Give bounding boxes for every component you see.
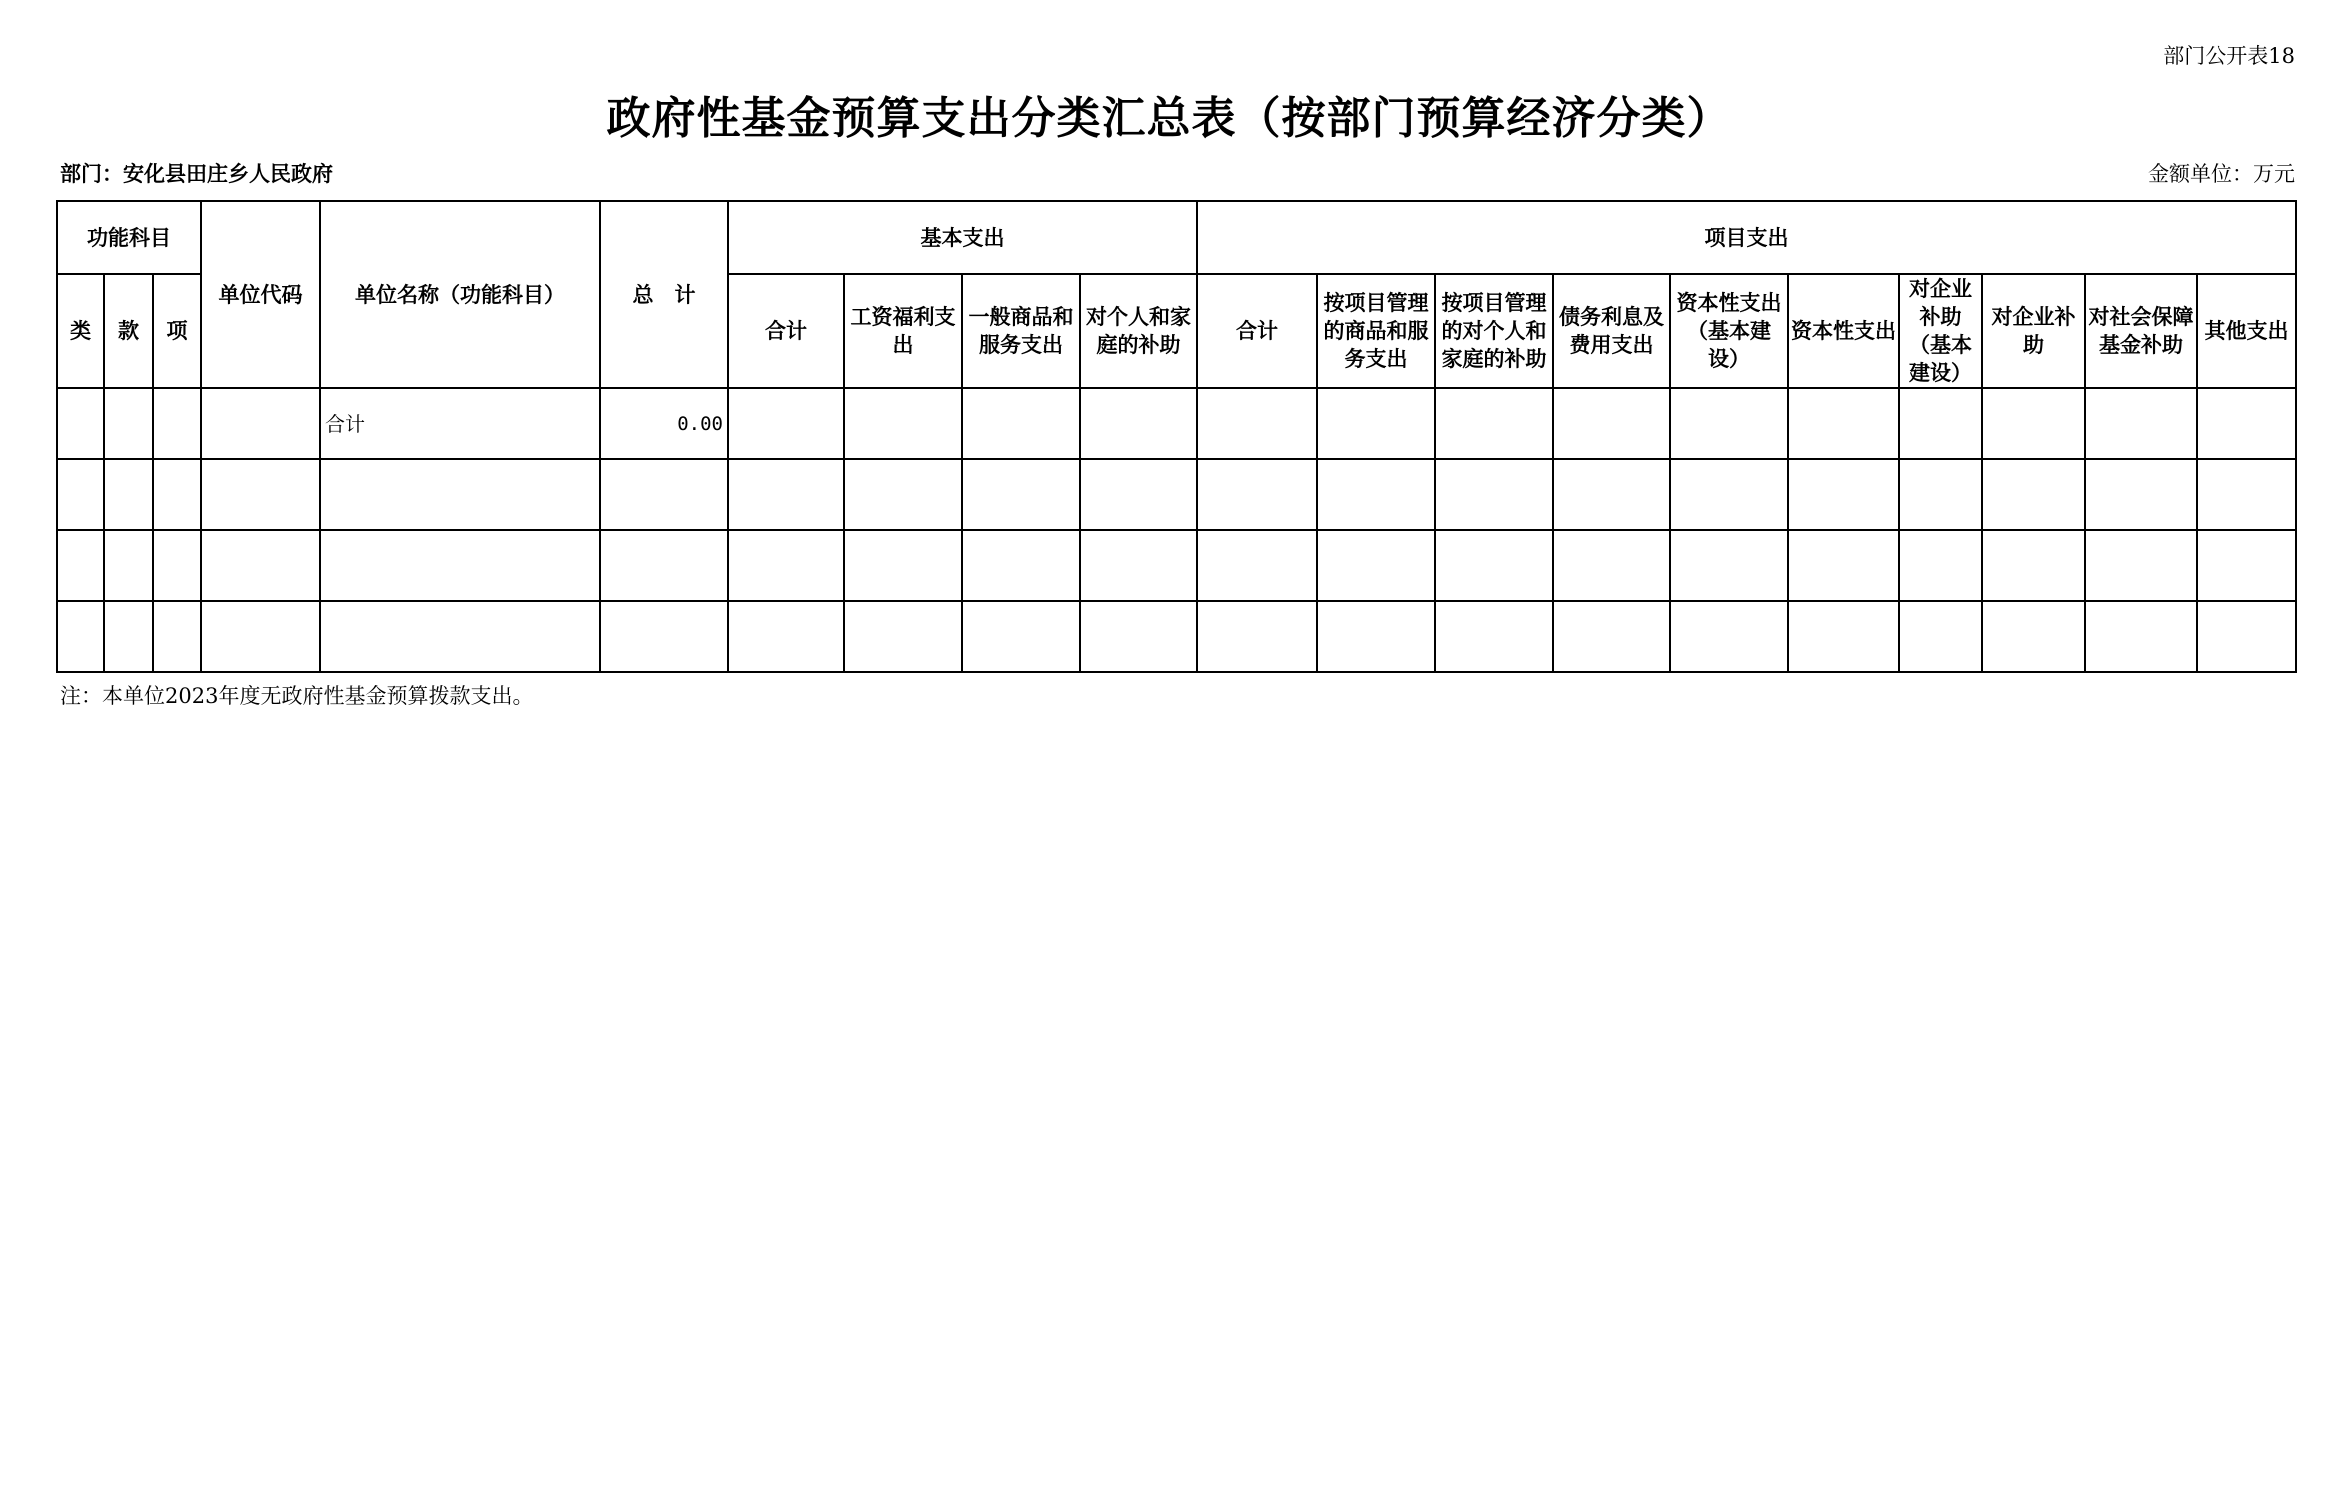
cell-empty bbox=[2197, 388, 2296, 459]
cell-empty bbox=[1197, 388, 1317, 459]
cell-unit-code bbox=[201, 530, 320, 601]
cell-unit-name bbox=[320, 530, 600, 601]
cell-lei bbox=[57, 459, 104, 530]
header-total: 总 计 bbox=[600, 201, 728, 388]
header-proj-individual: 按项目管理的对个人和家庭的补助 bbox=[1435, 274, 1553, 388]
cell-empty bbox=[1435, 388, 1553, 459]
cell-empty bbox=[2085, 388, 2197, 459]
cell-kuan bbox=[104, 459, 153, 530]
cell-lei bbox=[57, 530, 104, 601]
cell-empty bbox=[1080, 601, 1197, 672]
cell-empty bbox=[1553, 530, 1670, 601]
header-unit-name: 单位名称（功能科目） bbox=[320, 201, 600, 388]
cell-empty bbox=[1982, 530, 2085, 601]
cell-empty bbox=[1670, 388, 1788, 459]
header-lei: 类 bbox=[57, 274, 104, 388]
header-basic-expenditure: 基本支出 bbox=[728, 201, 1197, 274]
header-enterprise-basic: 对企业补助（基本建设） bbox=[1899, 274, 1982, 388]
cell-xiang bbox=[153, 459, 201, 530]
expenditure-table bbox=[56, 200, 2297, 673]
cell-empty bbox=[2197, 530, 2296, 601]
cell-empty bbox=[1317, 388, 1435, 459]
header-project-expenditure: 项目支出 bbox=[1197, 201, 2296, 274]
header-row-1 bbox=[57, 201, 2296, 274]
header-other: 其他支出 bbox=[2197, 274, 2296, 388]
cell-empty bbox=[1435, 530, 1553, 601]
amount-unit-label: 金额单位：万元 bbox=[2148, 162, 2295, 186]
cell-empty bbox=[1982, 601, 2085, 672]
cell-lei bbox=[57, 388, 104, 459]
header-enterprise: 对企业补助 bbox=[1982, 274, 2085, 388]
cell-empty bbox=[2197, 601, 2296, 672]
cell-empty bbox=[1899, 388, 1982, 459]
header-capital-basic: 资本性支出（基本建设） bbox=[1670, 274, 1788, 388]
header-basic-subtotal: 合计 bbox=[728, 274, 844, 388]
cell-empty bbox=[844, 601, 962, 672]
cell-empty bbox=[2085, 601, 2197, 672]
header-func-subject: 功能科目 bbox=[57, 201, 201, 274]
cell-empty bbox=[1670, 601, 1788, 672]
cell-empty bbox=[1317, 459, 1435, 530]
cell-empty bbox=[844, 459, 962, 530]
header-proj-goods-services: 按项目管理的商品和服务支出 bbox=[1317, 274, 1435, 388]
table-row bbox=[57, 601, 2296, 672]
cell-xiang bbox=[153, 601, 201, 672]
header-xiang: 项 bbox=[153, 274, 201, 388]
cell-empty bbox=[1670, 459, 1788, 530]
header-salary: 工资福利支出 bbox=[844, 274, 962, 388]
cell-empty bbox=[844, 388, 962, 459]
cell-total bbox=[600, 530, 728, 601]
cell-empty bbox=[1317, 530, 1435, 601]
cell-empty bbox=[1080, 530, 1197, 601]
cell-empty bbox=[1080, 388, 1197, 459]
cell-empty bbox=[1899, 459, 1982, 530]
cell-empty bbox=[844, 530, 962, 601]
header-project-subtotal: 合计 bbox=[1197, 274, 1317, 388]
cell-empty bbox=[1899, 530, 1982, 601]
header-individual-subsidy: 对个人和家庭的补助 bbox=[1080, 274, 1197, 388]
cell-empty bbox=[962, 459, 1080, 530]
cell-empty bbox=[1788, 601, 1899, 672]
cell-empty bbox=[1435, 601, 1553, 672]
table-row bbox=[57, 459, 2296, 530]
cell-empty bbox=[1788, 530, 1899, 601]
department-label: 部门：安化县田庄乡人民政府 bbox=[60, 161, 333, 186]
cell-empty bbox=[728, 459, 844, 530]
cell-total bbox=[600, 459, 728, 530]
cell-unit-name bbox=[320, 459, 600, 530]
cell-total: 0.00 bbox=[600, 388, 728, 459]
header-goods-services: 一般商品和服务支出 bbox=[962, 274, 1080, 388]
cell-total bbox=[600, 601, 728, 672]
cell-empty bbox=[1982, 388, 2085, 459]
cell-empty bbox=[2197, 459, 2296, 530]
cell-kuan bbox=[104, 601, 153, 672]
cell-empty bbox=[728, 530, 844, 601]
cell-empty bbox=[962, 530, 1080, 601]
cell-empty bbox=[1788, 459, 1899, 530]
cell-empty bbox=[1197, 530, 1317, 601]
cell-empty bbox=[1197, 459, 1317, 530]
cell-unit-code bbox=[201, 601, 320, 672]
cell-empty bbox=[1435, 459, 1553, 530]
header-social-security: 对社会保障基金补助 bbox=[2085, 274, 2197, 388]
footnote: 注：本单位2023年度无政府性基金预算拨款支出。 bbox=[60, 684, 534, 708]
header-debt-interest: 债务利息及费用支出 bbox=[1553, 274, 1670, 388]
cell-xiang bbox=[153, 530, 201, 601]
cell-unit-code bbox=[201, 459, 320, 530]
table-row bbox=[57, 530, 2296, 601]
cell-unit-name bbox=[320, 601, 600, 672]
cell-lei bbox=[57, 601, 104, 672]
cell-empty bbox=[1080, 459, 1197, 530]
cell-empty bbox=[1553, 388, 1670, 459]
cell-empty bbox=[1899, 601, 1982, 672]
cell-unit-name: 合计 bbox=[320, 388, 600, 459]
cell-empty bbox=[962, 601, 1080, 672]
cell-empty bbox=[962, 388, 1080, 459]
cell-empty bbox=[1553, 601, 1670, 672]
cell-unit-code bbox=[201, 388, 320, 459]
cell-empty bbox=[1197, 601, 1317, 672]
cell-empty bbox=[728, 388, 844, 459]
cell-xiang bbox=[153, 388, 201, 459]
cell-empty bbox=[1553, 459, 1670, 530]
cell-empty bbox=[1670, 530, 1788, 601]
table-row bbox=[57, 388, 2296, 459]
cell-kuan bbox=[104, 530, 153, 601]
cell-kuan bbox=[104, 388, 153, 459]
cell-empty bbox=[1982, 459, 2085, 530]
cell-empty bbox=[2085, 530, 2197, 601]
cell-empty bbox=[1317, 601, 1435, 672]
form-number: 部门公开表18 bbox=[2163, 44, 2295, 68]
header-kuan: 款 bbox=[104, 274, 153, 388]
cell-empty bbox=[1788, 388, 1899, 459]
page-title: 政府性基金预算支出分类汇总表（按部门预算经济分类） bbox=[606, 93, 1732, 144]
header-capital: 资本性支出 bbox=[1788, 274, 1899, 388]
cell-empty bbox=[728, 601, 844, 672]
cell-empty bbox=[2085, 459, 2197, 530]
header-unit-code: 单位代码 bbox=[201, 201, 320, 388]
